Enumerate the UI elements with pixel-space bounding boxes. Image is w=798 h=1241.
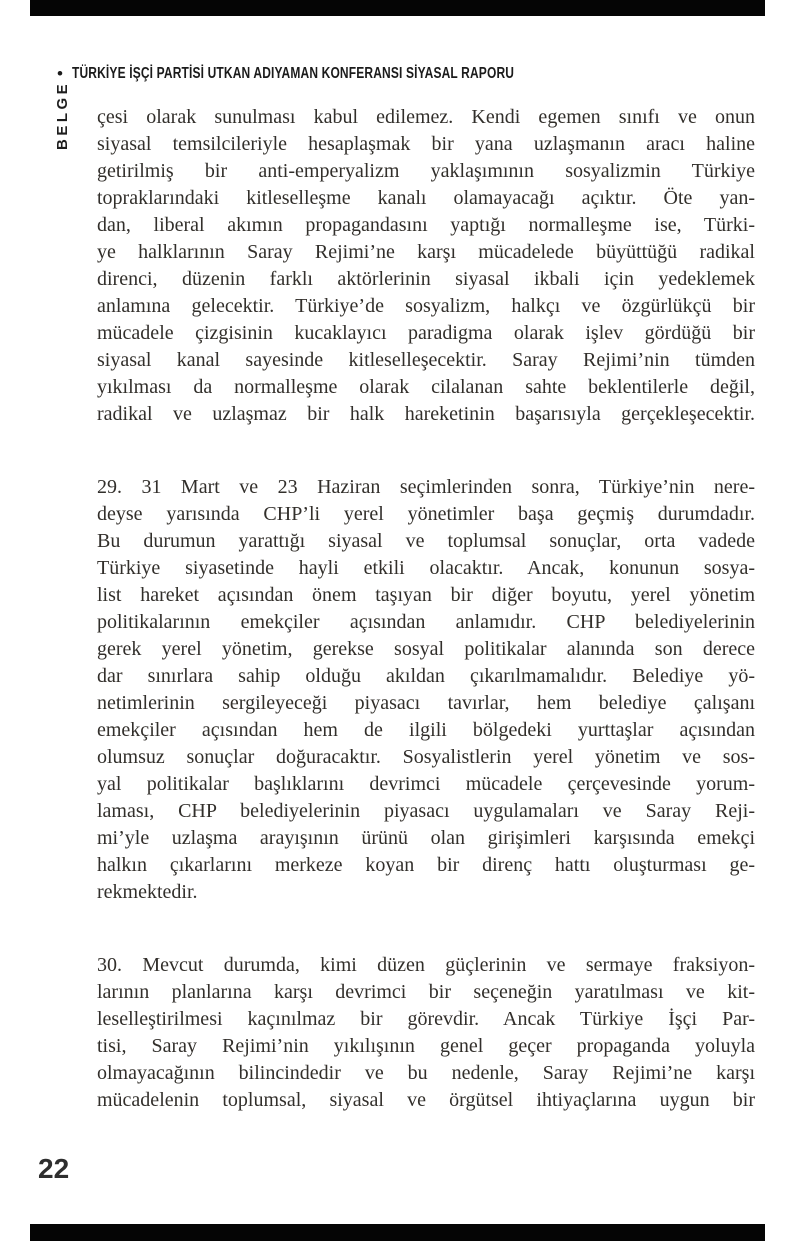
text-line: 30. Mevcut durumda, kimi düzen güçlerinin ve sermaye fraksiyon- <box>97 954 755 976</box>
text-line: gerek yerel yönetim, gerekse sosyal politikalar alanında son derece <box>97 638 755 660</box>
bullet-icon: • <box>57 63 63 83</box>
paragraph <box>97 104 755 428</box>
text-line: politikalarının emekçiler açısından anlamıdır. CHP belediyelerinin <box>97 611 755 633</box>
page-number: 22 <box>38 1153 70 1184</box>
paragraph <box>97 474 755 906</box>
text-line: leselleştirilmesi kaçınılmaz bir görevdir. Ancak Türkiye İşçi Par- <box>97 1008 755 1030</box>
text-line: tisi, Saray Rejimi’nin yıkılışının genel geçer propaganda yoluyla <box>97 1035 755 1057</box>
text-line: mücadele çizgisinin kucaklayıcı paradigma olarak işlev gördüğü bir <box>97 322 755 344</box>
text-line: mi’yle uzlaşma arayışının ürünü olan girişimleri karşısında emekçi <box>97 827 755 849</box>
text-line: siyasal temsilcileriyle hesaplaşmak bir yana uzlaşmanın aracı haline <box>97 133 755 155</box>
running-header <box>57 62 661 86</box>
text-line: direnci, düzenin farklı aktörlerinin siyasal ikbali için yedeklemek <box>97 268 755 290</box>
text-line: larının planlarına karşı devrimci bir seçeneğin yaratılması ve kit- <box>97 981 755 1003</box>
text-line: topraklarındaki kitleselleşme kanalı olamayacağı açıktır. Öte yan- <box>97 187 755 209</box>
text-line: yıkılması da normalleşme olarak cilalanan sahte beklentilerle değil, <box>97 376 755 398</box>
text-line: çesi olarak sunulması kabul edilemez. Kendi egemen sınıfı ve onun <box>97 106 755 128</box>
paragraph <box>97 952 755 1114</box>
body-text <box>97 104 755 1114</box>
text-line: rekmektedir. <box>97 881 198 903</box>
text-line: anlamına gelecektir. Türkiye’de sosyalizm, halkçı ve özgürlükçü bir <box>97 295 755 317</box>
text-line: dar sınırlara sahip olduğu akıldan çıkarılmamalıdır. Belediye yö- <box>97 665 755 687</box>
text-line: ye halklarının Saray Rejimi’ne karşı mücadelede büyüttüğü radikal <box>97 241 755 263</box>
header-title: TÜRKİYE İŞÇİ PARTİSİ UTKAN ADIYAMAN KONFERANSI SİYASAL RAPORU <box>71 65 515 82</box>
text-line: 29. 31 Mart ve 23 Haziran seçimlerinden sonra, Türkiye’nin nere- <box>97 476 755 498</box>
text-line: laması, CHP belediyelerinin piyasacı uygulamaları ve Saray Reji- <box>97 800 755 822</box>
text-line: olmayacağının bilincindedir ve bu nedenle, Saray Rejimi’ne karşı <box>97 1062 755 1084</box>
text-line: mücadelenin toplumsal, siyasal ve örgütsel ihtiyaçlarına uygun bir <box>97 1089 755 1111</box>
text-line: Bu durumun yarattığı siyasal ve toplumsal sonuçlar, orta vadede <box>97 530 755 552</box>
side-label-belge: BELGE <box>54 80 71 150</box>
text-line: siyasal kanal sayesinde kitleselleşecektir. Saray Rejimi’nin tümden <box>97 349 755 371</box>
text-line: list hareket açısından önem taşıyan bir diğer boyutu, yerel yönetim <box>97 584 755 606</box>
scan-edge-top <box>30 0 765 16</box>
text-line: emekçiler açısından hem de ilgili bölgedeki yurttaşlar açısından <box>97 719 755 741</box>
text-line: netimlerinin sergileyeceği piyasacı tavırlar, hem belediye çalışanı <box>97 692 755 714</box>
scan-edge-bottom <box>30 1224 765 1241</box>
text-line: dan, liberal akımın propagandasını yaptığı normalleşme ise, Türki- <box>97 214 755 236</box>
text-line: deyse yarısında CHP’li yerel yönetimler başa geçmiş durumdadır. <box>97 503 755 525</box>
text-line: radikal ve uzlaşmaz bir halk hareketinin başarısıyla gerçekleşecektir. <box>97 403 755 425</box>
text-line: yal politikalar başlıklarını devrimci mücadele çerçevesinde yorum- <box>97 773 755 795</box>
text-line: Türkiye siyasetinde hayli etkili olacaktır. Ancak, konunun sosya- <box>97 557 755 579</box>
text-line: olumsuz sonuçlar doğuracaktır. Sosyalistlerin yerel yönetim ve sos- <box>97 746 755 768</box>
text-line: getirilmiş bir anti-emperyalizm yaklaşımının sosyalizmin Türkiye <box>97 160 755 182</box>
text-line: halkın çıkarlarını merkeze koyan bir direnç hattı oluşturması ge- <box>97 854 755 876</box>
